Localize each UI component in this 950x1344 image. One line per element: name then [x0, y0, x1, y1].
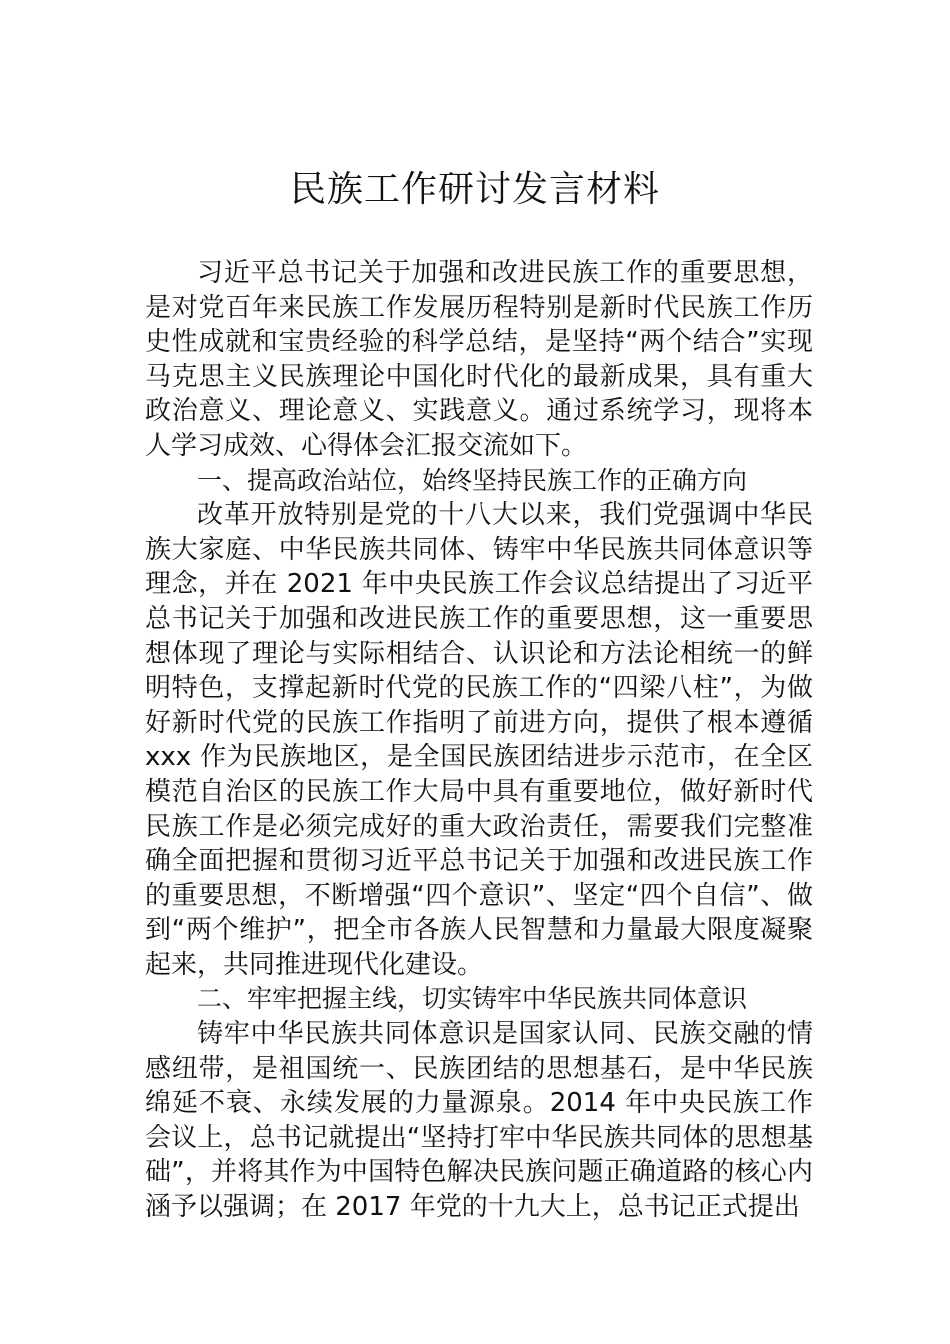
section-heading-2: 二、牢牢把握主线，切实铸牢中华民族共同体意识: [197, 984, 748, 1014]
section-2-paragraph: 铸牢中华民族共同体意识是国家认同、民族交融的情感纽带，是祖国统一、民族团结的思想基石，是中华民族绵延不衰、永续发展的力量源泉。2014 年中央民族工作会议上，总书记就提出“坚持打牢中华民族共同体的思想基础”，并将其作为中国特色解决民族问题正确道路的核心内涵予以强调；在 2017 年党的十九大上，总书记正式提出: [145, 1019, 813, 1223]
section-heading-1: 一、提高政治站位，始终坚持民族工作的正确方向: [197, 465, 748, 495]
intro-paragraph: 习近平总书记关于加强和改进民族工作的重要思想，是对党百年来民族工作发展历程特别是新时代民族工作历史性成就和宝贵经验的科学总结，是坚持“两个结合”实现马克思主义民族理论中国化时代化的最新成果，具有重大政治意义、理论意义、实践意义。通过系统学习，现将本人学习成效、心得体会汇报交流如下。: [145, 258, 813, 461]
document-title: 民族工作研讨发言材料: [289, 169, 660, 210]
document-body: [145, 256, 813, 1225]
section-1-paragraph: 改革开放特别是党的十八大以来，我们党强调中华民族大家庭、中华民族共同体、铸牢中华民族共同体意识等理念，并在 2021 年中央民族工作会议总结提出了习近平总书记关于加强和改进民族工作的重要思想，这一重要思想体现了理论与实际相结合、认识论和方法论相统一的鲜明特色，支撑起新时代党的民族工作的“四梁八柱”，为做好新时代党的民族工作指明了前进方向，提供了根本遵循xxx 作为民族地区，是全国民族团结进步示范市，在全区模范自治区的民族工作大局中具有重要地位，做好新时代民族工作是必须完成好的重大政治责任，需要我们完整准确全面把握和贯彻习近平总书记关于加强和改进民族工作的重要思想，不断增强“四个意识”、坚定“四个自信”、做到“两个维护”，把全市各族人民智慧和力量最大限度凝聚起来，共同推进现代化建设。: [145, 500, 813, 980]
